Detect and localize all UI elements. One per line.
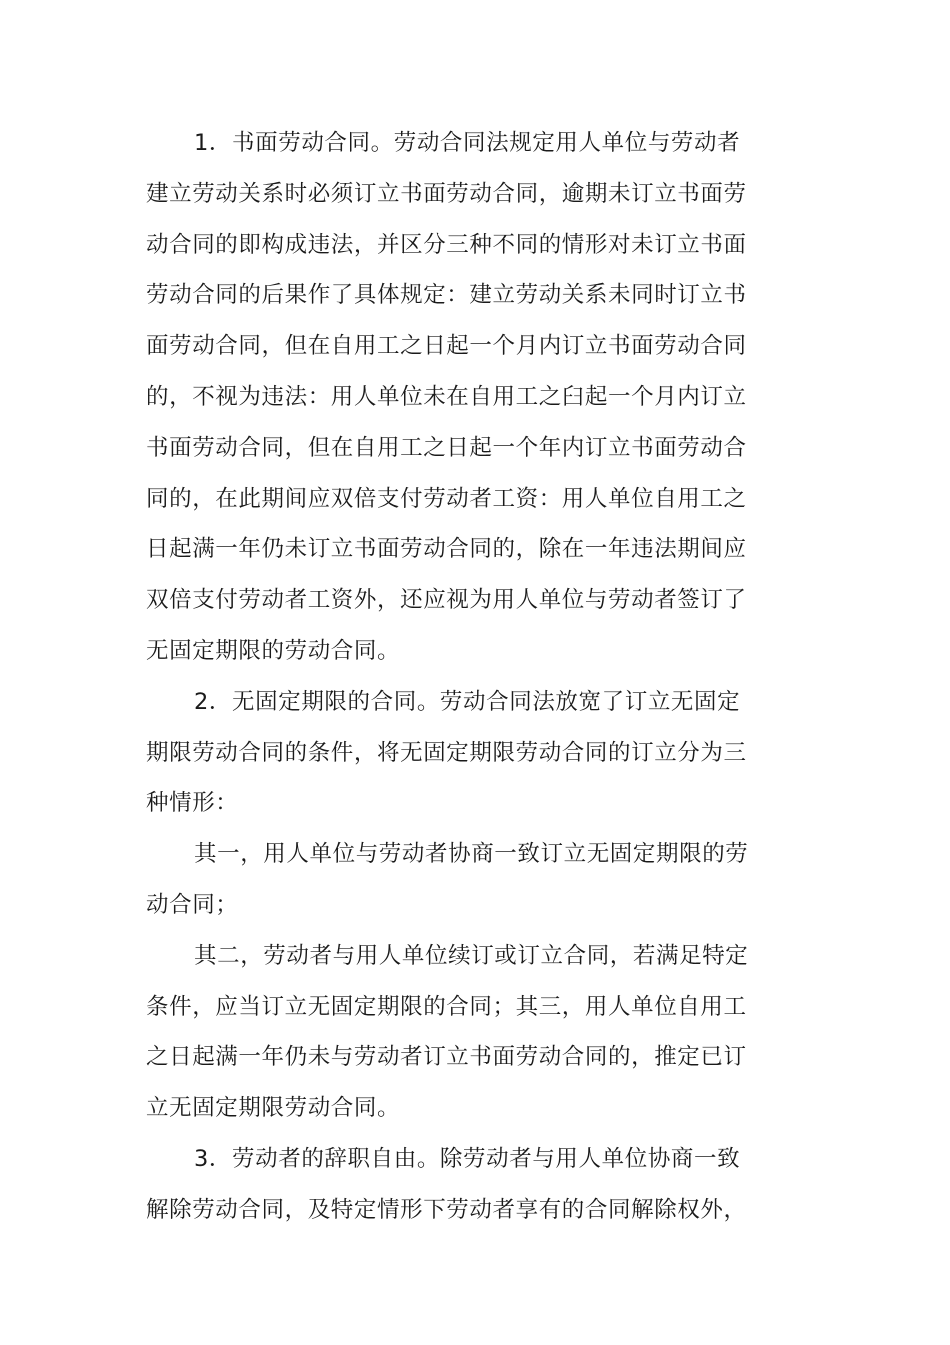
case-two-line: 其二，劳动者与用人单位续订或订立合同，若满足特定	[194, 942, 749, 969]
text-line: 劳动合同的后果作了具体规定：建立劳动关系未同时订立书	[146, 282, 747, 309]
text-line: 动合同的即构成违法，并区分三种不同的情形对未订立书面	[146, 231, 747, 258]
text-line: 的，不视为违法：用人单位未在自用工之臼起一个月内订立	[146, 383, 747, 410]
text-line: 日起满一年仍未订立书面劳动合同的，除在一年违法期间应	[146, 536, 747, 563]
paragraph-1-heading-line: 1．书面劳动合同。劳动合同法规定用人单位与劳动者	[194, 130, 741, 156]
text-line: 建立劳动关系时必须订立书面劳动合同，逾期未订立书面劳	[146, 180, 747, 207]
paragraph-2-heading-line: 2．无固定期限的合同。劳动合同法放宽了订立无固定	[194, 688, 741, 715]
text-line: 面劳动合同，但在自用工之日起一个月内订立书面劳动合同	[146, 333, 747, 360]
text-line: 双倍支付劳动者工资外，还应视为用人单位与劳动者签订了	[146, 587, 747, 614]
case-one-line: 其一，用人单位与劳动者协商一致订立无固定期限的劳	[194, 841, 749, 868]
document-body	[146, 118, 749, 1236]
text-line: 之日起满一年仍未与劳动者订立书面劳动合同的，推定已订	[146, 1044, 747, 1071]
text-line: 解除劳动合同，及特定情形下劳动者享有的合同解除权外，	[146, 1196, 747, 1223]
text-line: 书面劳动合同，但在自用工之日起一个年内订立书面劳动合	[146, 434, 747, 461]
text-line: 期限劳动合同的条件，将无固定期限劳动合同的订立分为三	[146, 739, 747, 766]
text-line: 立无固定期限劳动合同。	[146, 1095, 401, 1122]
text-line: 同的，在此期间应双倍支付劳动者工资：用人单位自用工之	[146, 485, 747, 512]
text-line: 无固定期限的劳动合同。	[146, 637, 401, 664]
text-line: 动合同；	[146, 891, 239, 918]
text-line: 种情形：	[146, 790, 239, 817]
paragraph-3-heading-line: 3．劳动者的辞职自由。除劳动者与用人单位协商一致	[194, 1145, 741, 1172]
text-line: 条件，应当订立无固定期限的合同；其三，用人单位自用工	[146, 993, 747, 1020]
